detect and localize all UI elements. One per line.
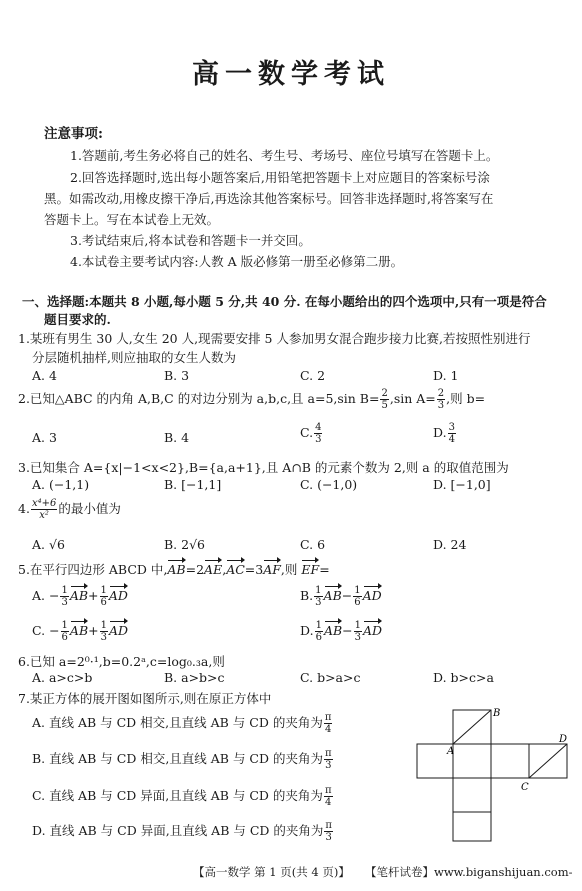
label-d: D [559,734,568,745]
section-heading-cont: 题目要求的. [44,312,111,327]
option-b: B. a>b>c [164,670,225,685]
option-d: D. $\frac{3}{4}$ [433,422,455,445]
option-c: C. 6 [300,537,326,552]
question-2 [18,388,485,411]
option-d: D. 24 [433,537,467,552]
notice-heading: 注意事项: [44,126,103,142]
option-d: D. [−1,0] [433,477,491,492]
question-3: 3.已知集合 A={x|−1<x<2},B={a,a+1},且 A∩B 的元素个数为 2,则 a 的取值范围为 [18,460,509,475]
notice-item: 答题卡上。写在本试卷上无效。 [44,212,220,227]
question-5: 5.在平行四边形 ABCD 中,AB=2AE,AC=3AF,则 EF= [18,562,330,577]
option-c: C. (−1,0) [300,477,358,492]
fraction: $\frac{2}{5}$ [381,388,388,411]
option-b: B. $\frac{1}{3}$ AB− $\frac{1}{6}$ AD [300,585,382,608]
question-4: 4. $\frac{\text{x⁴+6}}{\text{x²}}$ 的最小值为 [18,498,121,521]
notice-item: 3.考试结束后,将本试卷和答题卡一并交回。 [70,233,311,248]
net-square [491,744,529,778]
option-a: A. √6 [32,537,65,552]
notice-item: 4.本试卷主要考试内容:人教 A 版必修第一册至必修第二册。 [70,254,404,269]
footer-page-info: 【高一数学 第 1 页(共 4 页)】 [193,865,350,879]
net-square [453,812,491,841]
option-c: C. − $\frac{1}{6}$ AB+ $\frac{1}{3}$ AD [32,620,129,643]
q2-text: ,sin A= [389,391,436,406]
option-b: B. 2√6 [164,537,206,552]
option-c: C. b>a>c [300,670,361,685]
notice-item: 1.答题前,考生务必将自己的姓名、考生号、考场号、座位号填写在答题卡上。 [70,148,499,163]
option-a: A. a>c>b [32,670,93,685]
question-1-cont: 分层随机抽样,则应抽取的女生人数为 [32,350,236,365]
question-6: 6.已知 a=2⁰·¹,b=0.2ᵃ,c=log₀.₃a,则 [18,654,225,669]
option-b: B. [−1,1] [164,477,222,492]
section-heading: 一、选择题:本题共 8 小题,每小题 5 分,共 40 分. 在每小题给出的四个选项中,只有一项是符合 [22,294,547,309]
option-b: B. 3 [164,368,190,383]
diagonal-ab [453,710,491,744]
question-7: 7.某正方体的展开图如图所示,则在原正方体中 [18,691,272,706]
option-d: D. b>c>a [433,670,494,685]
option-d: D. 直线 AB 与 CD 异面,且直线 AB 与 CD 的夹角为 $\frac{\pi}{3}$ [32,820,332,843]
option-a: A. (−1,1) [32,477,90,492]
q2-text: 2.已知△ABC 的内角 A,B,C 的对边分别为 a,b,c,且 a=5,sin B= [18,391,380,406]
option-c: C. $\frac{4}{3}$ [300,422,322,445]
net-square [453,778,491,812]
option-a: A. 3 [32,430,57,445]
label-c: C [521,782,529,793]
option-d: D. 1 [433,368,459,383]
label-b: B [493,708,501,719]
option-c: C. 直线 AB 与 CD 异面,且直线 AB 与 CD 的夹角为 $\frac{\pi}{4}$ [32,785,332,808]
q2-text: ,则 b= [446,391,486,406]
notice-item: 黑。如需改动,用橡皮擦干净后,再选涂其他答案标号。回答非选择题时,将答案写在 [44,191,494,206]
notice-item: 2.回答选择题时,选出每小题答案后,用铅笔把答题卡上对应题目的答案标号涂 [70,170,490,185]
option-d: D. $\frac{1}{6}$ AB− $\frac{1}{3}$ AD [300,620,383,643]
option-a: A. 直线 AB 与 CD 相交,且直线 AB 与 CD 的夹角为 $\frac{\pi}{4}$ [32,712,332,735]
page-title: 高一数学考试 [192,59,390,90]
footer-site: 【笔杆试卷】www.biganshijuan.com- [365,865,573,879]
option-a: A. 4 [32,368,57,383]
option-a: A. − $\frac{1}{3}$ AB+ $\frac{1}{6}$ AD [32,585,128,608]
question-1: 1.某班有男生 30 人,女生 20 人,现需要安排 5 人参加男女混合跑步接力比赛,若按照性别进行 [18,331,531,346]
option-b: B. 直线 AB 与 CD 相交,且直线 AB 与 CD 的夹角为 $\frac{\pi}{3}$ [32,748,332,771]
label-a: A [447,746,455,757]
net-square [453,744,491,778]
diagonal-cd [529,744,567,778]
cube-net-figure [413,708,573,843]
option-c: C. 2 [300,368,326,383]
fraction: $\frac{2}{3}$ [437,388,445,411]
option-b: B. 4 [164,430,190,445]
